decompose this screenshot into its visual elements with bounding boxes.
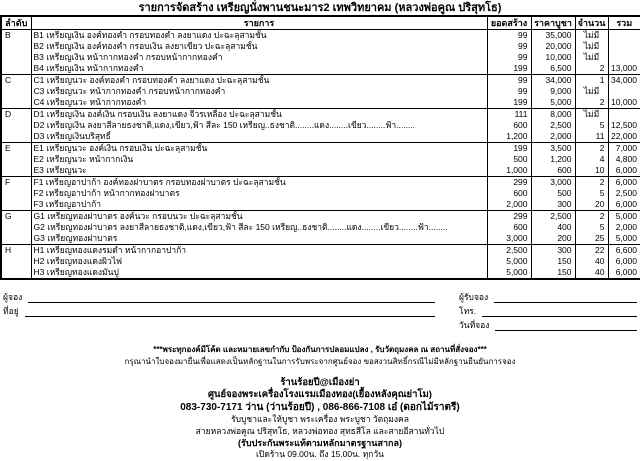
phone-label: โทร. (459, 306, 477, 316)
cell-price: 300 (531, 245, 575, 257)
cell-quantity: 40 (575, 256, 608, 267)
item-description: F3 เหรียญอาปาก้า (31, 199, 487, 211)
table-row (1, 177, 640, 189)
group-letter: D (1, 109, 31, 143)
shop-name: ร้านร้อยปี@เมืองย่า (280, 377, 360, 388)
group-C (1, 75, 640, 109)
reserver-row (3, 289, 435, 303)
cell-quantity: 5 (575, 120, 608, 131)
reservation-form (3, 289, 637, 331)
cell-price: 8,000 (531, 109, 575, 121)
cell-total (608, 30, 640, 42)
table-row (1, 222, 640, 233)
item-description: C3 เหรียญนวะ หน้ากากทองคำ กรอบหน้ากากทองคำ (31, 86, 487, 97)
cell-made: 2,000 (487, 199, 531, 211)
code-note: ***พระทุกองค์มีโค้ด และหมายเลขกำกับ ป้องกันการปลอมแปลง , รับวัตถุมงคล ณ สถานที่สั่งจอง*** (153, 345, 487, 354)
cell-total (608, 52, 640, 63)
shop-services: รับบูชาและให้บูชา พระเครื่อง พระบูชา วัตถุมงคล (231, 414, 409, 424)
table-row (1, 245, 640, 257)
address-blank-line (25, 316, 435, 317)
group-B (1, 30, 640, 75)
group-letter: H (1, 245, 31, 280)
item-description: B2 เหรียญเงิน องค์ทองคำ กรอบเงิน ลงยาเขียว ปะฉะลุสามชั้น (31, 41, 487, 52)
column-header: ราคาบูชา (531, 16, 575, 30)
item-description: D1 เหรียญเงิน องค์เงิน กรอบเงิน ลงยาแดง จีวรเหลือง ปะฉะลุสามชั้น (31, 109, 487, 121)
table-row (1, 199, 640, 211)
cell-total: 34,000 (608, 75, 640, 87)
table-header-row (1, 16, 640, 30)
item-description: E2 เหรียญนวะ หน้ากากเงิน (31, 154, 487, 165)
group-D (1, 109, 640, 143)
cell-total: 7,000 (608, 143, 640, 155)
receiver-label: ผู้รับจอง (459, 292, 489, 302)
cell-price: 2,500 (531, 120, 575, 131)
cell-total: 6,600 (608, 245, 640, 257)
receiver-blank-line (494, 302, 637, 303)
phone-blank-line (482, 316, 637, 317)
cell-price: 35,000 (531, 30, 575, 42)
cell-total: 13,000 (608, 63, 640, 75)
cell-total: 6,000 (608, 256, 640, 267)
date-label: วันที่จอง (459, 320, 490, 330)
cell-quantity: 2 (575, 97, 608, 109)
table-row (1, 143, 640, 155)
page-title: รายการจัดสร้าง เหรียญนั่งพานชนะมาร2 เทพวิทยาคม (หลวงพ่อคูณ ปริสุทโธ) (138, 2, 502, 14)
group-G (1, 211, 640, 245)
date-blank-line (495, 330, 637, 331)
item-description: D3 เหรียญเงินบริสุทธิ์ (31, 131, 487, 143)
cell-total: 4,800 (608, 154, 640, 165)
cell-price: 150 (531, 256, 575, 267)
shop-center: ศูนย์จองพระเครื่องโรงแรมเมืองทอง(เยื้องหลังคุณย่าโม) (208, 389, 432, 400)
cell-total: 6,000 (608, 165, 640, 177)
table-row (1, 211, 640, 223)
cell-total (608, 41, 640, 52)
item-description: H3 เหรียญทองแดงมันปู (31, 267, 487, 279)
column-header: ลำดับ (1, 16, 31, 30)
table-row (1, 233, 640, 245)
cell-quantity: 11 (575, 131, 608, 143)
cell-total: 12,500 (608, 120, 640, 131)
cell-total (608, 86, 640, 97)
shop-lineage: สายหลวงพ่อคูณ ปริสุทโธ, หลวงพ่อทอง สุทธสีโล และสายอีสานทั่วไป (195, 425, 445, 436)
cell-made: 5,000 (487, 256, 531, 267)
cell-price: 150 (531, 267, 575, 279)
cell-price: 6,500 (531, 63, 575, 75)
shop-guarantee: (รับประกันพระแท้ตามหลักมาตรฐานสากล) (238, 438, 402, 448)
cell-price: 400 (531, 222, 575, 233)
cell-price: 200 (531, 233, 575, 245)
group-F (1, 177, 640, 211)
cell-price: 20,000 (531, 41, 575, 52)
item-description: F2 เหรียญอาปาก้า หน้ากากทองฝาบาตร (31, 188, 487, 199)
cell-total: 5,000 (608, 211, 640, 223)
cell-price: 3,500 (531, 143, 575, 155)
cell-made: 1,000 (487, 165, 531, 177)
cell-made: 299 (487, 177, 531, 189)
column-header: รวม (608, 16, 640, 30)
cell-quantity: 2 (575, 211, 608, 223)
cell-quantity: 1 (575, 75, 608, 87)
cell-total: 2,000 (608, 222, 640, 233)
cell-quantity: 2 (575, 143, 608, 155)
notes-section (0, 344, 640, 368)
cell-price: 2,000 (531, 131, 575, 143)
cell-quantity: 20 (575, 199, 608, 211)
cell-made: 600 (487, 188, 531, 199)
cell-made: 2,500 (487, 245, 531, 257)
cell-price: 34,000 (531, 75, 575, 87)
item-description: H1 เหรียญทองแดงรมดำ หน้ากากอาปาก้า (31, 245, 487, 257)
group-E (1, 143, 640, 177)
cell-total: 6,000 (608, 177, 640, 189)
item-description: H2 เหรียญทองแดงผิวไฟ (31, 256, 487, 267)
receiver-row (459, 289, 637, 303)
table-row (1, 109, 640, 121)
receipt-note: กรุณานำใบจองมายื่นเพื่อแสดงเป็นหลักฐานในการรับพระจากศูนย์จอง ขอสงวนสิทธิ์กรณีไม่มีหลักฐานยืนยันการจอง (124, 357, 516, 366)
cell-quantity: 5 (575, 188, 608, 199)
column-header: จำนวน (575, 16, 608, 30)
cell-price: 9,000 (531, 86, 575, 97)
item-description: B3 เหรียญเงิน หน้ากากทองคำ กรอบหน้ากากทองคำ (31, 52, 487, 63)
shop-phones: 083-730-7171 ว่าน (ว่านร้อยปี) , 086-866-7108 เอ๋ (ดอกไม้ราตรี) (180, 402, 460, 413)
table-row (1, 256, 640, 267)
reserver-label: ผู้จอง (3, 292, 23, 302)
item-description: B4 เหรียญเงิน หน้ากากทองคำ (31, 63, 487, 75)
table-row (1, 63, 640, 75)
column-header: ยอดสร้าง (487, 16, 531, 30)
table-row (1, 30, 640, 42)
cell-quantity: 2 (575, 63, 608, 75)
table-row (1, 52, 640, 63)
cell-made: 99 (487, 52, 531, 63)
table-row (1, 75, 640, 87)
shop-info (0, 377, 640, 461)
cell-quantity: 2 (575, 177, 608, 189)
table-row (1, 165, 640, 177)
group-letter: E (1, 143, 31, 177)
group-H (1, 245, 640, 280)
table-row (1, 97, 640, 109)
reserver-blank-line (28, 302, 435, 303)
cell-quantity: 4 (575, 154, 608, 165)
cell-price: 2,500 (531, 211, 575, 223)
phone-row (459, 303, 637, 317)
cell-made: 299 (487, 211, 531, 223)
cell-quantity: ไม่มี (575, 109, 608, 121)
cell-made: 111 (487, 109, 531, 121)
date-row (459, 317, 637, 331)
cell-quantity: 25 (575, 233, 608, 245)
price-table (0, 15, 640, 280)
cell-total (608, 109, 640, 121)
item-description: B1 เหรียญเงิน องค์ทองคำ กรอบทองคำ ลงยาแดง ปะฉะลุสามชั้น (31, 30, 487, 42)
cell-total: 22,000 (608, 131, 640, 143)
group-letter: F (1, 177, 31, 211)
cell-price: 600 (531, 165, 575, 177)
cell-made: 5,000 (487, 267, 531, 279)
item-description: D2 เหรียญเงิน ลงยาสีลายธงชาติ,แดง,เขียว,ฟ้า สีละ 150 เหรียญ..ธงชาติ........แดง........เขียว........ฟ้า........ (31, 120, 487, 131)
cell-made: 99 (487, 86, 531, 97)
group-letter: G (1, 211, 31, 245)
table-row (1, 86, 640, 97)
group-letter: B (1, 30, 31, 75)
cell-made: 3,000 (487, 233, 531, 245)
item-description: F1 เหรียญอาปาก้า องค์ทองฝาบาตร กรอบทองฝาบาตร ปะฉะลุสามชั้น (31, 177, 487, 189)
cell-made: 99 (487, 75, 531, 87)
item-description: E3 เหรียญนวะ (31, 165, 487, 177)
cell-quantity: 22 (575, 245, 608, 257)
cell-price: 500 (531, 188, 575, 199)
cell-made: 600 (487, 222, 531, 233)
item-description: C4 เหรียญนวะ หน้ากากทองคำ (31, 97, 487, 109)
cell-made: 600 (487, 120, 531, 131)
column-header: รายการ (31, 16, 487, 30)
cell-price: 3,000 (531, 177, 575, 189)
cell-made: 199 (487, 63, 531, 75)
cell-total: 2,500 (608, 188, 640, 199)
cell-made: 199 (487, 97, 531, 109)
shop-hours: เปิดร้าน 09.00น. ถึง 15.00น. ทุกวัน (256, 449, 384, 459)
table-row (1, 267, 640, 279)
table-row (1, 120, 640, 131)
item-description: C1 เหรียญนวะ องค์ทองคำ กรอบทองคำ ลงยาแดง ปะฉะลุสามชั้น (31, 75, 487, 87)
cell-price: 300 (531, 199, 575, 211)
cell-quantity: 40 (575, 267, 608, 279)
cell-quantity: ไม่มี (575, 30, 608, 42)
cell-made: 1,200 (487, 131, 531, 143)
item-description: G1 เหรียญทองฝาบาตร องค์นวะ กรอบนวะ ปะฉะลุสามชั้น (31, 211, 487, 223)
table-row (1, 41, 640, 52)
item-description: E1 เหรียญนวะ องค์เงิน กรอบเงิน ปะฉะลุสามชั้น (31, 143, 487, 155)
cell-quantity: ไม่มี (575, 52, 608, 63)
cell-made: 500 (487, 154, 531, 165)
cell-price: 10,000 (531, 52, 575, 63)
cell-quantity: 10 (575, 165, 608, 177)
table-row (1, 131, 640, 143)
cell-made: 99 (487, 30, 531, 42)
cell-quantity: ไม่มี (575, 41, 608, 52)
cell-total: 6,000 (608, 199, 640, 211)
cell-total: 6,000 (608, 267, 640, 279)
table-row (1, 154, 640, 165)
cell-quantity: 5 (575, 222, 608, 233)
cell-quantity: ไม่มี (575, 86, 608, 97)
item-description: G2 เหรียญทองฝาบาตร ลงยาสีลายธงชาติ,แดง,เขียว,ฟ้า สีละ 150 เหรียญ..ธงชาติ........แดง........เขียว........ฟ้า........ (31, 222, 487, 233)
cell-made: 99 (487, 41, 531, 52)
group-letter: C (1, 75, 31, 109)
cell-made: 199 (487, 143, 531, 155)
address-row (3, 303, 435, 317)
cell-total: 5,000 (608, 233, 640, 245)
table-row (1, 188, 640, 199)
address-label: ที่อยู่ (3, 306, 19, 316)
cell-price: 1,200 (531, 154, 575, 165)
item-description: G3 เหรียญทองฝาบาตร (31, 233, 487, 245)
cell-price: 5,000 (531, 97, 575, 109)
cell-total: 10,000 (608, 97, 640, 109)
